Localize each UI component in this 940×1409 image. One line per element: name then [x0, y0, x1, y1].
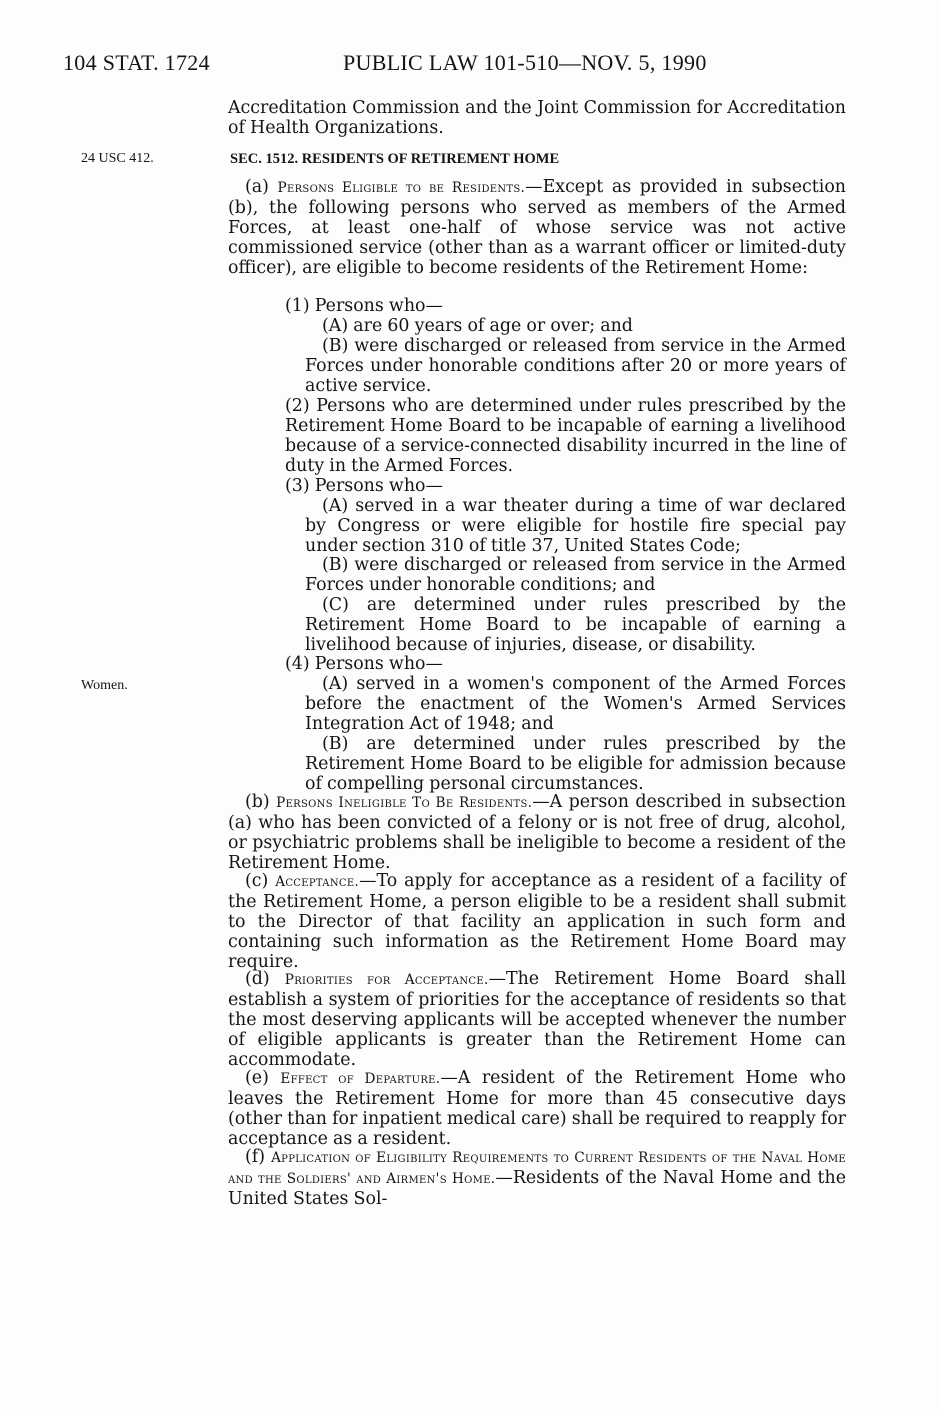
- subsection-d-label: (d): [245, 969, 285, 989]
- subsection-d-text: —The Retirement Home Board shall establish a system of priorities for the acceptance of residents so that the most deserving applicants will be accepted whenever the number of eligible applicants is greater than the Retirement Home can accommodate.: [228, 969, 846, 1070]
- subsection-c-label: (c): [245, 871, 276, 891]
- margin-note-usc: 24 USC 412.: [81, 151, 154, 166]
- subsection-e: [228, 1069, 846, 1150]
- subsection-b-text: —A person described in subsection (a) who has been convicted of a felony or is not free of drug, alcohol, or psychiatric problems shall be ineligible to become a resident of the Retirement Home.: [228, 792, 846, 873]
- paragraph-a3-B: (B) were discharged or released from service in the Armed Forces under honorable conditions; and: [305, 555, 846, 595]
- subsection-b-label: (b): [245, 792, 277, 812]
- continuation-paragraph: Accreditation Commission and the Joint Commission for Accreditation of Health Organizations.: [228, 98, 846, 138]
- paragraph-a3-C: (C) are determined under rules prescribed by the Retirement Home Board to be incapable of earning a livelihood because of injuries, disease, or disability.: [305, 595, 846, 655]
- subsection-b-heading: Persons Ineligible To Be Residents.: [276, 795, 533, 811]
- margin-note-women: Women.: [81, 678, 128, 693]
- subsection-a-heading: Persons Eligible to be Residents.: [277, 180, 526, 196]
- paragraph-a3-lead: (3) Persons who—: [285, 476, 443, 496]
- subsection-a-text: —Except as provided in subsection (b), the following persons who served as members of the Armed Forces, at least one-half of whose service was not active commissioned service (other than as a warrant officer or limited-duty officer), are eligible to become residents of the Retirement Home:: [228, 177, 846, 278]
- section-heading: SEC. 1512. RESIDENTS OF RETIREMENT HOME: [230, 151, 560, 167]
- subsection-c: [228, 872, 846, 973]
- subsection-d: [228, 970, 846, 1071]
- paragraph-a3-A: (A) served in a war theater during a time of war declared by Congress or were eligible for hostile fire special pay under section 310 of title 37, United States Code;: [305, 496, 846, 556]
- subsection-f: [228, 1148, 846, 1210]
- subsection-d-heading: Priorities for Acceptance.: [284, 972, 489, 988]
- paragraph-a4-lead: (4) Persons who—: [285, 654, 443, 674]
- paragraph-a1-lead: (1) Persons who—: [285, 296, 443, 316]
- subsection-f-heading: Application of Eligibility Requirements to Current Residents of the Naval Home and the Soldiers' and Airmen's Home.: [228, 1150, 846, 1187]
- page-law-title: PUBLIC LAW 101-510—NOV. 5, 1990: [343, 50, 707, 75]
- paragraph-a2-text: (2) Persons who are determined under rules prescribed by the Retirement Home Board to be incapable of earning a livelihood because of a service-connected disability incurred in the line of duty in the Armed Forces.: [285, 396, 846, 476]
- subsection-f-text: —Residents of the Naval Home and the United States Sol-: [228, 1167, 846, 1209]
- subsection-e-text: —A resident of the Retirement Home who leaves the Retirement Home for more than 45 consecutive days (other than for inpatient medical care) shall be required to reapply for acceptance as a resident.: [228, 1068, 846, 1149]
- subsection-c-heading: Acceptance.: [275, 874, 360, 890]
- subsection-e-label: (e): [245, 1068, 281, 1088]
- paragraph-a4-B: (B) are determined under rules prescribed by the Retirement Home Board to be eligible for admission because of compelling personal circumstances.: [305, 734, 846, 794]
- subsection-b: [228, 793, 846, 874]
- subsection-c-text: —To apply for acceptance as a resident of a facility of the Retirement Home, a person eligible to be a resident shall submit to the Director of that facility an application in such form and containing such information as the Retirement Home Board may require.: [228, 871, 846, 972]
- paragraph-a1-A: (A) are 60 years of age or over; and: [322, 316, 633, 336]
- paragraph-a2: [285, 397, 846, 477]
- subsection-a: [228, 178, 846, 279]
- paragraph-a4-A: (A) served in a women's component of the Armed Forces before the enactment of the Women's Armed Services Integration Act of 1948; and: [305, 674, 846, 734]
- subsection-f-label: (f): [245, 1147, 272, 1167]
- subsection-e-heading: Effect of Departure.: [280, 1071, 441, 1087]
- page-stat-reference: 104 STAT. 1724: [63, 50, 210, 75]
- paragraph-a1-B: (B) were discharged or released from service in the Armed Forces under honorable conditions after 20 or more years of active service.: [305, 336, 846, 396]
- subsection-a-label: (a): [245, 177, 278, 197]
